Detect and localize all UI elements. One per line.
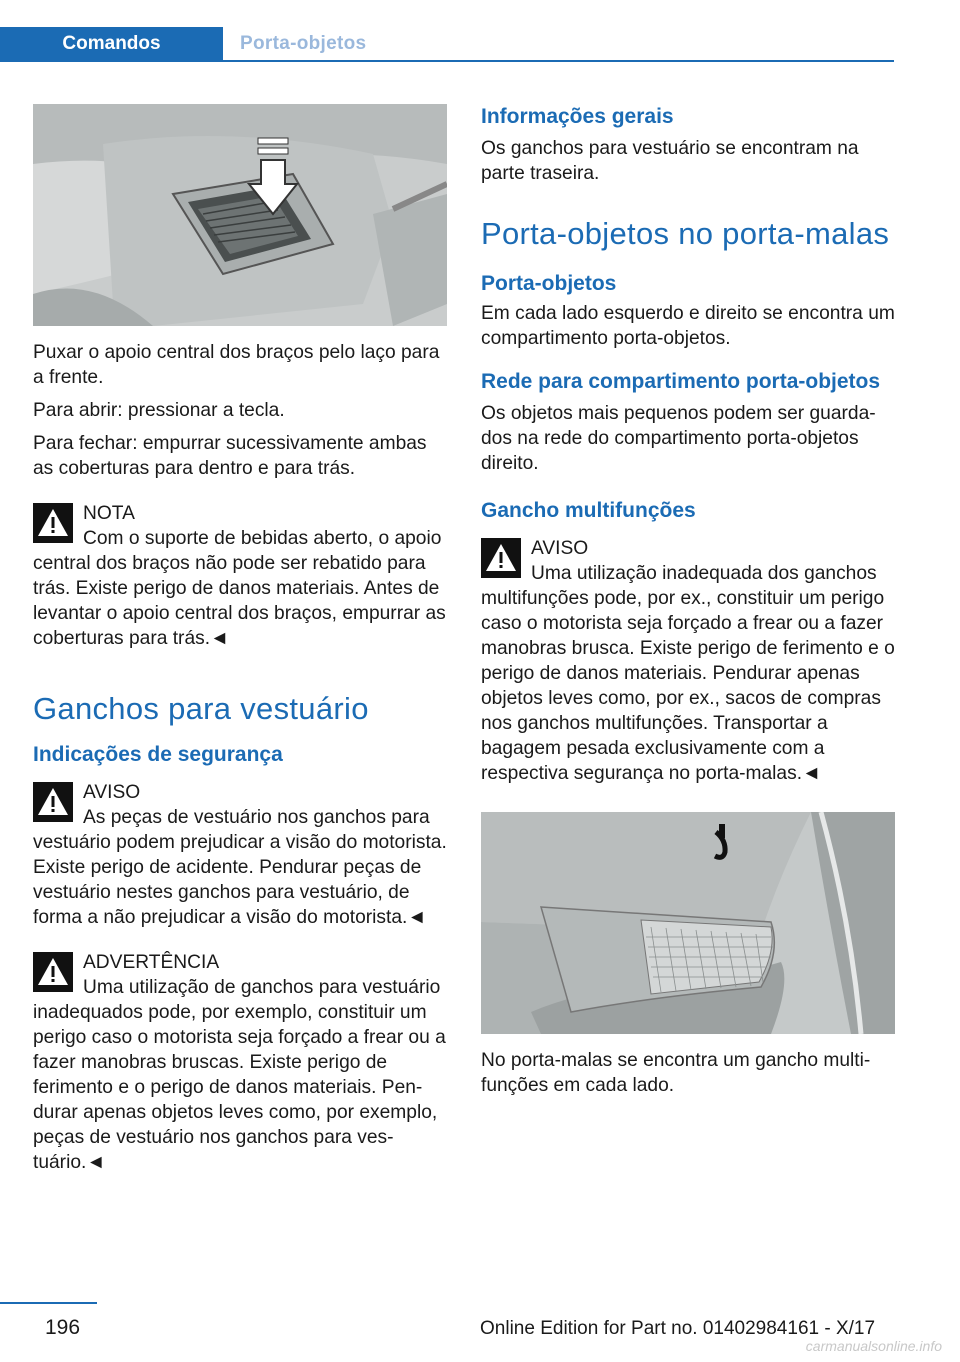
paragraph-2: Para abrir: pressionar a tecla. <box>33 400 285 421</box>
watermark: carmanualsonline.info <box>805 1338 942 1354</box>
gancho-title: Gancho multifunções <box>481 499 696 522</box>
info-title: Informações gerais <box>481 105 674 128</box>
left-column <box>33 104 447 1175</box>
trunk-caption: No porta-malas se encontra um gancho multifunções em cada lado. <box>481 1050 871 1096</box>
warning-triangle-icon <box>33 952 73 992</box>
right-column <box>481 104 895 1098</box>
armrest-image <box>33 104 447 326</box>
nota-title: NOTA <box>83 503 135 524</box>
warning-triangle-icon <box>33 503 73 543</box>
nota-notice <box>33 501 447 651</box>
header-divider <box>0 60 894 62</box>
subsection-title-seguranca: Indicações de segurança <box>33 743 283 766</box>
rede-title: Rede para compartimento porta-objetos <box>481 370 881 393</box>
section-title-ganchos: Ganchos para vestuário <box>33 691 369 726</box>
aviso-text: As peças de vestuário nos ganchos para vestuário podem prejudicar a visão do motorista. Existe perigo de acidente. Pendurar peças de vestuário nestes ganchos para vestuário, de forma a não prejudicar a visão do motorista.◄ <box>33 807 447 928</box>
aviso-gancho-title: AVISO <box>531 538 589 559</box>
aviso-title: AVISO <box>83 782 141 803</box>
advertencia-title: ADVERTÊNCIA <box>83 952 220 973</box>
edition-label: Online Edition for Part no. 01402984161 - X/17 <box>480 1318 876 1339</box>
page-number: 196 <box>45 1316 81 1339</box>
info-text: Os ganchos para vestuário se encontram na parte traseira. <box>481 138 859 184</box>
paragraph-3: Para fechar: empurrar sucessivamente ambas as coberturas para dentro e para trás. <box>33 433 427 479</box>
porta-objetos-text: Em cada lado esquerdo e direito se encontra um compartimento porta-objetos. <box>481 303 895 349</box>
advertencia-notice <box>33 950 447 1175</box>
section-title-porta-malas: Porta-objetos no porta-malas <box>481 216 890 251</box>
porta-objetos-title: Porta-objetos <box>481 272 617 295</box>
warning-triangle-icon <box>481 538 521 578</box>
rede-text: Os objetos mais pequenos podem ser guardados na rede do compartimento porta-objetos direito. <box>481 403 876 474</box>
footer-divider <box>0 1302 97 1304</box>
nota-text: Com o suporte de bebidas aberto, o apoio central dos braços não pode ser rebatido para trás. Existe perigo de danos materiais. Antes de levantar o apoio central dos braços, empurrar as coberturas para trás.◄ <box>33 528 446 649</box>
header-bar <box>0 0 894 60</box>
tab-comandos[interactable]: Comandos <box>0 27 223 60</box>
aviso-notice <box>33 780 447 930</box>
aviso-gancho-text: Uma utilização inadequada dos ganchos multifunções pode, por ex., constituir um perigo caso o motorista seja forçado a frear ou a fazer manobras brusca. Existe perigo de ferimento e o perigo de danos materiais. Pendurar apenas objetos leves como, por ex., sacos de compras nos ganchos multifunções. Transportar a bagagem pesada exclusivamente com a respectiva segurança no porta-malas.◄ <box>481 563 895 784</box>
trunk-net-image <box>481 812 895 1034</box>
aviso-gancho-notice <box>481 536 895 786</box>
paragraph-1: Puxar o apoio central dos braços pelo laço para a frente. <box>33 342 440 388</box>
warning-triangle-icon <box>33 782 73 822</box>
advertencia-text: Uma utilização de ganchos para vestuário inadequados pode, por exemplo, constituir um perigo caso o motorista seja forçado a frear ou a fazer manobras bruscas. Existe perigo de ferimento e o perigo de danos materiais. Pendurar apenas objetos leves como, por exemplo, peças de vestuário nos ganchos para vestuário.◄ <box>33 977 446 1173</box>
tab-porta-objetos[interactable]: Porta-objetos <box>240 32 367 54</box>
